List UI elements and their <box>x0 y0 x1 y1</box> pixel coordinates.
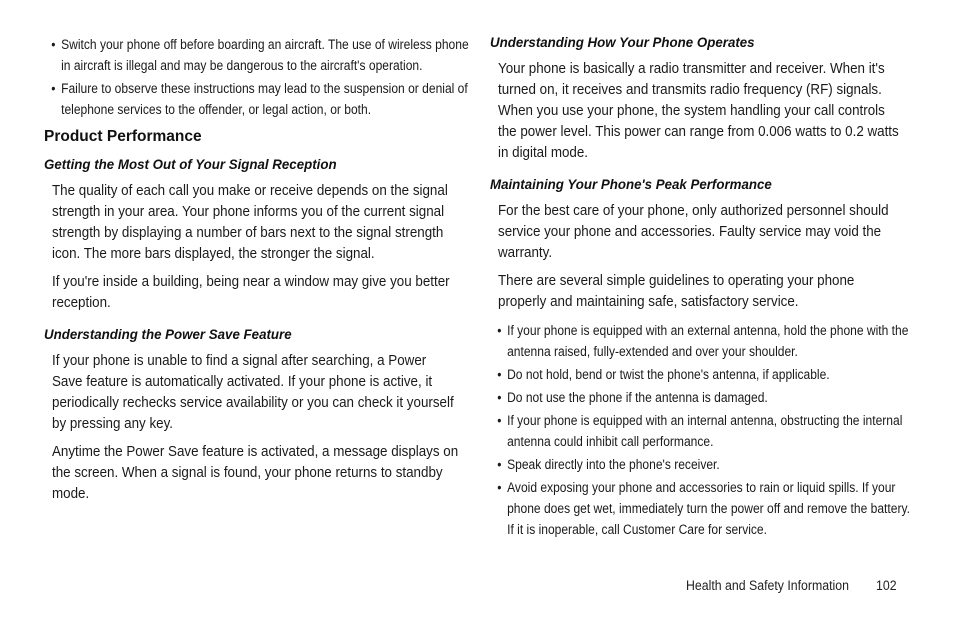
list-item: • If your phone is equipped with an external antenna, hold the phone with the antenna raised, fully-extended and over your shoulder. <box>490 320 917 362</box>
section-title: Product Performance <box>44 128 202 145</box>
bullet-icon: • <box>497 457 502 472</box>
signal-paragraph-1: The quality of each call you make or receive depends on the signal strength in your area. Your phone informs you of the current signal strength by displaying a number of bars next to the signal strength icon. The more bars displayed, the stronger the signal. <box>52 183 448 262</box>
list-item: • Do not hold, bend or twist the phone's antenna, if applicable. <box>490 364 917 385</box>
list-item: • Speak directly into the phone's receiver. <box>490 454 917 475</box>
peak-paragraph-1: For the best care of your phone, only authorized personnel should service your phone and accessories. Faulty service may void the warranty. <box>498 203 889 261</box>
bullet-icon: • <box>497 480 502 495</box>
intro-bullet-list <box>44 34 469 120</box>
signal-paragraph-2: If you're inside a building, being near a window may give you better reception. <box>52 274 450 311</box>
list-item: • If your phone is equipped with an internal antenna, obstructing the internal antenna could inhibit call performance. <box>490 410 917 452</box>
list-item: • Switch your phone off before boarding an aircraft. The use of wireless phone in aircraft is illegal and may be dangerous to the aircraft's operation. <box>44 34 471 76</box>
signal-heading: Getting the Most Out of Your Signal Reception <box>44 156 337 172</box>
operates-heading: Understanding How Your Phone Operates <box>490 34 755 50</box>
right-column <box>490 34 910 542</box>
peak-paragraph-2: There are several simple guidelines to operating your phone properly and maintaining safe, satisfactory service. <box>498 273 855 310</box>
bullet-icon: • <box>51 37 56 52</box>
list-item: • Do not use the phone if the antenna is damaged. <box>490 387 917 408</box>
list-item: • Failure to observe these instructions may lead to the suspension or denial of telephone services to the offender, or legal action, or both. <box>44 78 471 120</box>
page-footer <box>686 578 898 593</box>
bullet-icon: • <box>497 413 502 428</box>
bullet-icon: • <box>497 367 502 382</box>
page-number: 102 <box>875 578 897 593</box>
guidelines-bullet-list <box>490 320 910 540</box>
list-item: • Avoid exposing your phone and accessories to rain or liquid spills. If your phone does get wet, immediately turn the power off and remove the battery. If it is inoperable, call Customer Care for service. <box>490 477 917 540</box>
left-column <box>44 34 469 512</box>
power-save-heading: Understanding the Power Save Feature <box>44 326 292 342</box>
peak-heading: Maintaining Your Phone's Peak Performance <box>490 176 772 192</box>
bullet-icon: • <box>497 390 502 405</box>
bullet-icon: • <box>51 81 56 96</box>
power-save-paragraph-1: If your phone is unable to find a signal after searching, a Power Save feature is automatically activated. If your phone is active, it periodically rechecks service availability or you can check it yourself by pressing any key. <box>52 353 454 432</box>
power-save-paragraph-2: Anytime the Power Save feature is activated, a message displays on the screen. When a signal is found, your phone returns to standby mode. <box>52 444 459 502</box>
footer-section-name: Health and Safety Information <box>686 578 849 593</box>
operates-paragraph-1: Your phone is basically a radio transmitter and receiver. When it's turned on, it receives and transmits radio frequency (RF) signals. When you use your phone, the system handling your call controls the power level. This power can range from 0.006 watts to 0.2 watts in digital mode. <box>498 61 899 161</box>
bullet-icon: • <box>497 323 502 338</box>
